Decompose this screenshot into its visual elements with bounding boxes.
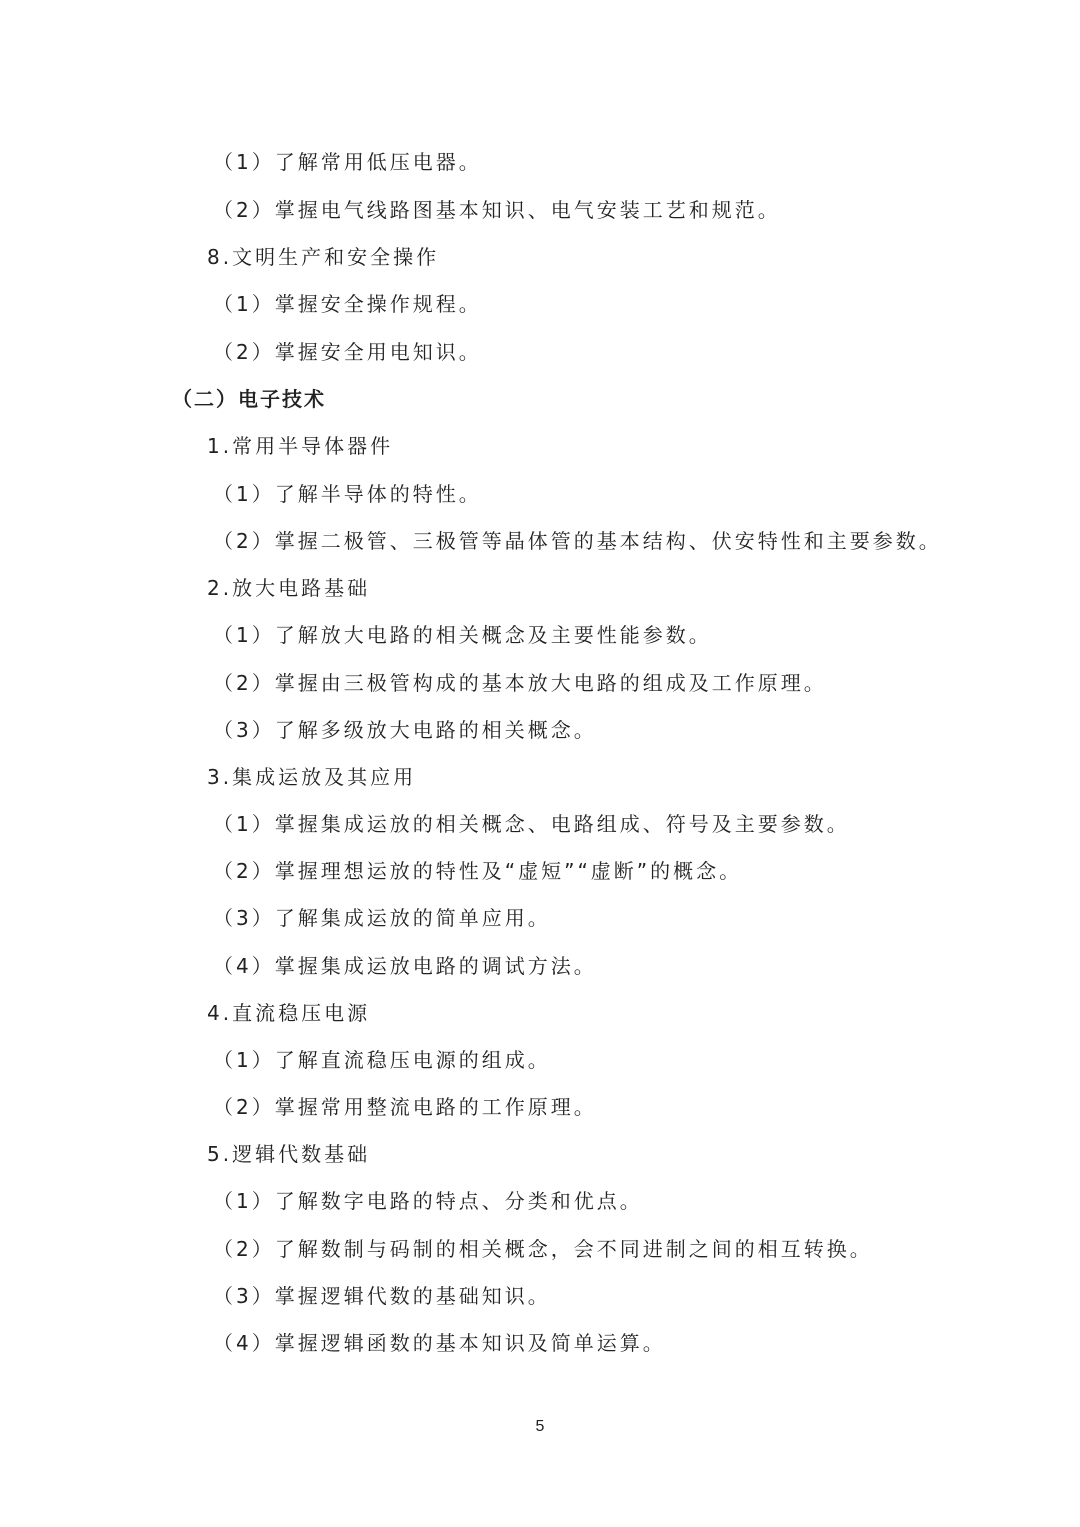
list-item: （1）掌握集成运放的相关概念、电路组成、符号及主要参数。 [213, 812, 850, 836]
list-item: （2）掌握常用整流电路的工作原理。 [213, 1095, 597, 1119]
list-item: （3）了解多级放大电路的相关概念。 [213, 718, 597, 742]
subsection-heading: 3.集成运放及其应用 [207, 765, 417, 789]
list-item: （1）了解半导体的特性。 [213, 482, 482, 506]
list-item: （2）掌握安全用电知识。 [213, 340, 482, 364]
subsection-heading: 2.放大电路基础 [207, 576, 371, 600]
subsection-heading: 1.常用半导体器件 [207, 434, 394, 458]
list-item: （3）掌握逻辑代数的基础知识。 [213, 1284, 551, 1308]
list-item: （3）了解集成运放的简单应用。 [213, 906, 551, 930]
list-item: （2）了解数制与码制的相关概念，会不同进制之间的相互转换。 [213, 1237, 873, 1261]
list-item: （1）掌握安全操作规程。 [213, 292, 482, 316]
list-item: （4）掌握逻辑函数的基本知识及简单运算。 [213, 1331, 666, 1355]
subsection-heading: 5.逻辑代数基础 [207, 1142, 371, 1166]
list-item: （4）掌握集成运放电路的调试方法。 [213, 954, 597, 978]
list-item: （2）掌握电气线路图基本知识、电气安装工艺和规范。 [213, 198, 781, 222]
page-number: 5 [535, 1418, 545, 1435]
subsection-heading: 4.直流稳压电源 [207, 1001, 371, 1025]
list-item: （1）了解数字电路的特点、分类和优点。 [213, 1189, 643, 1213]
list-item: （2）掌握由三极管构成的基本放大电路的组成及工作原理。 [213, 671, 827, 695]
list-item: （2）掌握理想运放的特性及“虚短”“虚断”的概念。 [213, 859, 743, 883]
list-item: （2）掌握二极管、三极管等晶体管的基本结构、伏安特性和主要参数。 [213, 529, 942, 553]
subsection-heading: 8.文明生产和安全操作 [207, 245, 440, 269]
section-heading: （二）电子技术 [172, 387, 326, 411]
list-item: （1）了解常用低压电器。 [213, 150, 482, 174]
list-item: （1）了解放大电路的相关概念及主要性能参数。 [213, 623, 712, 647]
list-item: （1）了解直流稳压电源的组成。 [213, 1048, 551, 1072]
